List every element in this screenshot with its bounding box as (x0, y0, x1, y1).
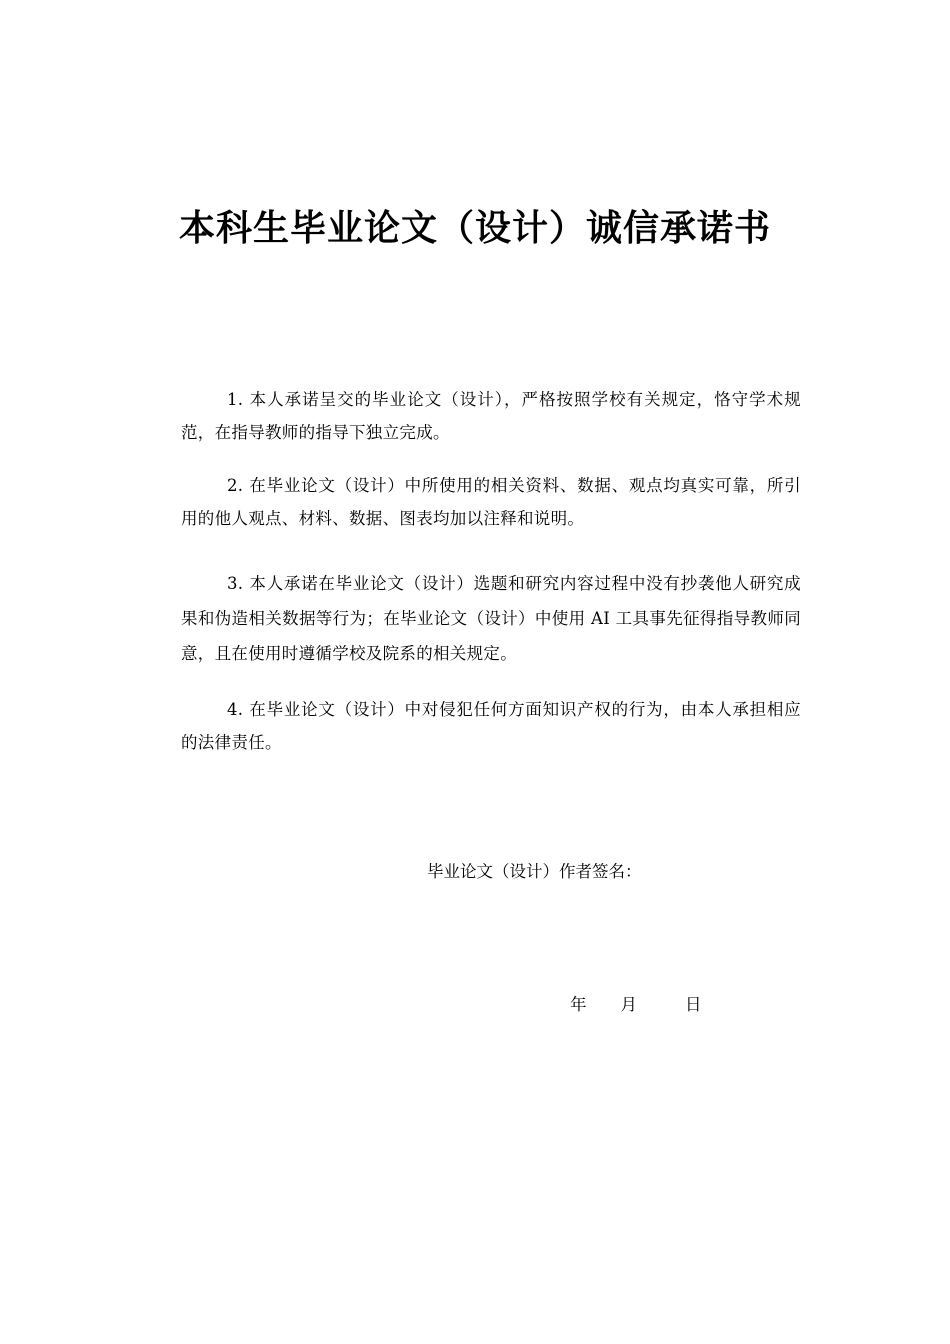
author-signature-label: 毕业论文（设计）作者签名： (427, 862, 642, 881)
commitment-paragraph-1: 1. 本人承诺呈交的毕业论文（设计），严格按照学校有关规定，恪守学术规范，在指导教师的指导下独立完成。 (181, 390, 801, 442)
commitment-paragraph-3: 3. 本人承诺在毕业论文（设计）选题和研究内容过程中没有抄袭他人研究成果和伪造相关数据等行为；在毕业论文（设计）中使用 AI 工具事先征得指导教师同意，且在使用时遵循学校及院系的相关规定。 (181, 574, 801, 663)
date-month-label: 月 (620, 995, 637, 1014)
commitment-paragraph-2: 2. 在毕业论文（设计）中所使用的相关资料、数据、观点均真实可靠，所引用的他人观点、材料、数据、图表均加以注释和说明。 (181, 476, 801, 528)
signature-date (570, 991, 702, 1015)
date-year-label: 年 (570, 995, 587, 1014)
date-day-label: 日 (685, 995, 702, 1014)
page-title: 本科生毕业论文（设计）诚信承诺书 (178, 208, 771, 249)
commitment-paragraph-4: 4. 在毕业论文（设计）中对侵犯任何方面知识产权的行为，由本人承担相应的法律责任。 (181, 700, 801, 752)
